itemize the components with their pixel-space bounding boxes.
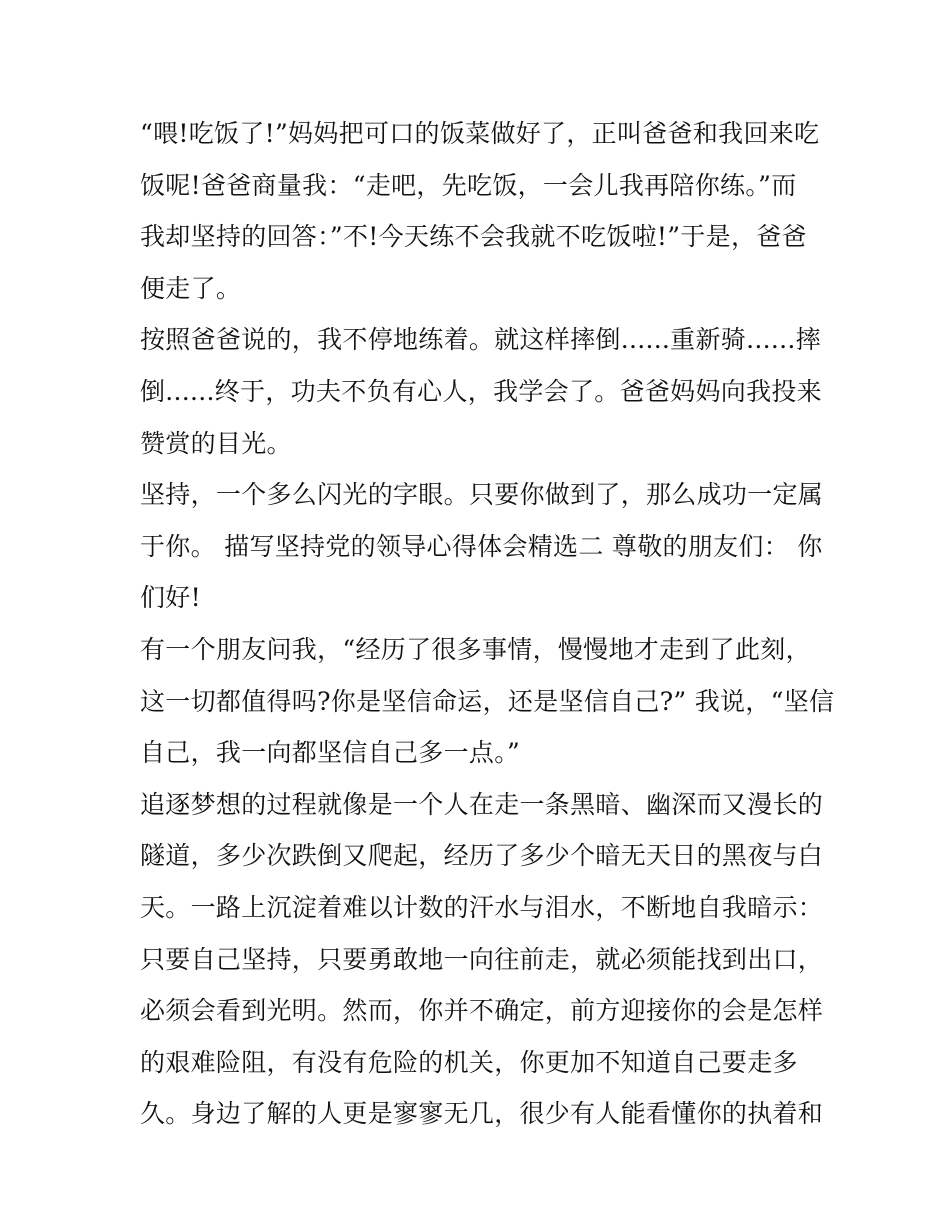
text-line: 的艰难险阻，有没有危险的机关，你更加不知道自己要走多 — [140, 1047, 798, 1077]
text-line: 必须会看到光明。然而，你并不确定，前方迎接你的会是怎样 — [140, 996, 824, 1026]
text-line: 自己，我一向都坚信自己多一点。” — [140, 738, 521, 768]
text-line: 便走了。 — [140, 273, 242, 303]
text-line: 饭呢!爸爸商量我：“走吧，先吃饭，一会儿我再陪你练。”而 — [140, 170, 797, 200]
text-line: 有一个朋友问我，“经历了很多事情，慢慢地才走到了此刻， — [140, 634, 811, 664]
text-line: “喂!吃饭了!”妈妈把可口的饭菜做好了，正叫爸爸和我回来吃 — [140, 119, 820, 148]
text-line: 们好! — [140, 583, 201, 613]
text-line: 我却坚持的回答：”不!今天练不会我就不吃饭啦!”于是，爸爸 — [140, 222, 807, 252]
text-line: 坚持，一个多么闪光的字眼。只要你做到了，那么成功一定属 — [140, 480, 824, 510]
text-line: 这一切都值得吗?你是坚信命运，还是坚信自己?” 我说，“坚信 — [140, 686, 835, 716]
text-line: 隧道，多少次跌倒又爬起，经历了多少个暗无天日的黑夜与白 — [140, 841, 824, 871]
document-body — [140, 108, 835, 1140]
text-line: 赞赏的目光。 — [140, 428, 292, 458]
text-line: 倒......终于，功夫不负有心人，我学会了。爸爸妈妈向我投来 — [140, 376, 822, 406]
text-line: 追逐梦想的过程就像是一个人在走一条黑暗、幽深而又漫长的 — [140, 789, 824, 819]
text-line: 只要自己坚持，只要勇敢地一向往前走，就必须能找到出口， — [140, 944, 824, 974]
text-line: 于你。 描写坚持党的领导心得体会精选二 尊敬的朋友们： 你 — [140, 531, 823, 561]
text-line: 按照爸爸说的，我不停地练着。就这样摔倒......重新骑......摔 — [140, 325, 821, 355]
text-line: 天。一路上沉淀着难以计数的汗水与泪水，不断地自我暗示： — [140, 892, 824, 922]
text-line: 久。身边了解的人更是寥寥无几，很少有人能看懂你的执着和 — [140, 1099, 824, 1129]
